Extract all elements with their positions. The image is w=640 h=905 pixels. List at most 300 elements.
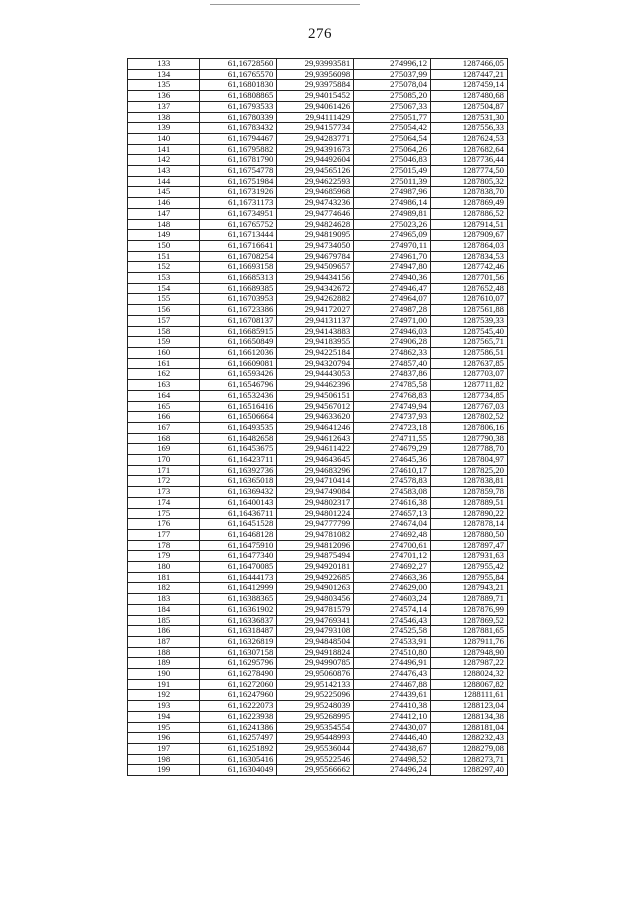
point-number-cell: 161 — [128, 358, 200, 369]
latitude-cell: 61,16546796 — [200, 380, 277, 391]
latitude-cell: 61,16222073 — [200, 701, 277, 712]
table-row — [128, 422, 508, 433]
x-coordinate-cell: 274700,61 — [354, 540, 431, 551]
longitude-cell: 29,94683296 — [277, 465, 354, 476]
x-coordinate-cell: 275085,20 — [354, 91, 431, 102]
latitude-cell: 61,16765752 — [200, 219, 277, 230]
x-coordinate-cell: 275078,04 — [354, 80, 431, 91]
y-coordinate-cell: 1287556,33 — [431, 123, 508, 134]
longitude-cell: 29,94262882 — [277, 294, 354, 305]
table-row — [128, 679, 508, 690]
table-row — [128, 305, 508, 316]
latitude-cell: 61,16365018 — [200, 476, 277, 487]
point-number-cell: 155 — [128, 294, 200, 305]
longitude-cell: 29,94622593 — [277, 176, 354, 187]
table-row — [128, 219, 508, 230]
x-coordinate-cell: 275037,99 — [354, 69, 431, 80]
y-coordinate-cell: 1287624,53 — [431, 133, 508, 144]
point-number-cell: 174 — [128, 497, 200, 508]
point-number-cell: 143 — [128, 166, 200, 177]
point-number-cell: 163 — [128, 380, 200, 391]
table-row — [128, 497, 508, 508]
table-row — [128, 251, 508, 262]
table-row — [128, 294, 508, 305]
table-row — [128, 123, 508, 134]
x-coordinate-cell: 274964,07 — [354, 294, 431, 305]
point-number-cell: 144 — [128, 176, 200, 187]
latitude-cell: 61,16703953 — [200, 294, 277, 305]
latitude-cell: 61,16223938 — [200, 711, 277, 722]
y-coordinate-cell: 1287838,81 — [431, 476, 508, 487]
y-coordinate-cell: 1288067,82 — [431, 679, 508, 690]
y-coordinate-cell: 1288273,71 — [431, 754, 508, 765]
x-coordinate-cell: 274947,80 — [354, 262, 431, 273]
y-coordinate-cell: 1287565,71 — [431, 337, 508, 348]
x-coordinate-cell: 274749,94 — [354, 401, 431, 412]
y-coordinate-cell: 1287869,52 — [431, 615, 508, 626]
table-row — [128, 669, 508, 680]
y-coordinate-cell: 1287790,38 — [431, 433, 508, 444]
point-number-cell: 173 — [128, 487, 200, 498]
latitude-cell: 61,16307158 — [200, 647, 277, 658]
point-number-cell: 149 — [128, 230, 200, 241]
table-row — [128, 380, 508, 391]
point-number-cell: 186 — [128, 626, 200, 637]
y-coordinate-cell: 1287805,32 — [431, 176, 508, 187]
x-coordinate-cell: 274533,91 — [354, 636, 431, 647]
table-row — [128, 101, 508, 112]
point-number-cell: 196 — [128, 733, 200, 744]
longitude-cell: 29,94283771 — [277, 133, 354, 144]
y-coordinate-cell: 1287788,70 — [431, 444, 508, 455]
latitude-cell: 61,16780339 — [200, 112, 277, 123]
table-row — [128, 744, 508, 755]
point-number-cell: 150 — [128, 240, 200, 251]
table-row — [128, 765, 508, 776]
latitude-cell: 61,16392736 — [200, 465, 277, 476]
table-row — [128, 465, 508, 476]
y-coordinate-cell: 1287943,21 — [431, 583, 508, 594]
longitude-cell: 29,94506151 — [277, 390, 354, 401]
latitude-cell: 61,16794467 — [200, 133, 277, 144]
table-row — [128, 230, 508, 241]
x-coordinate-cell: 274467,88 — [354, 679, 431, 690]
latitude-cell: 61,16400143 — [200, 497, 277, 508]
latitude-cell: 61,16593426 — [200, 369, 277, 380]
x-coordinate-cell: 274986,14 — [354, 198, 431, 209]
y-coordinate-cell: 1287703,07 — [431, 369, 508, 380]
latitude-cell: 61,16278490 — [200, 669, 277, 680]
x-coordinate-cell: 275064,26 — [354, 144, 431, 155]
x-coordinate-cell: 274940,36 — [354, 273, 431, 284]
x-coordinate-cell: 275054,42 — [354, 123, 431, 134]
x-coordinate-cell: 274657,13 — [354, 508, 431, 519]
longitude-cell: 29,94633620 — [277, 412, 354, 423]
longitude-cell: 29,94769341 — [277, 615, 354, 626]
y-coordinate-cell: 1287531,30 — [431, 112, 508, 123]
latitude-cell: 61,16412999 — [200, 583, 277, 594]
table-row — [128, 658, 508, 669]
x-coordinate-cell: 274578,83 — [354, 476, 431, 487]
table-row — [128, 455, 508, 466]
latitude-cell: 61,16612036 — [200, 347, 277, 358]
table-row — [128, 144, 508, 155]
longitude-cell: 29,94685968 — [277, 187, 354, 198]
point-number-cell: 178 — [128, 540, 200, 551]
point-number-cell: 189 — [128, 658, 200, 669]
latitude-cell: 61,16754778 — [200, 166, 277, 177]
point-number-cell: 162 — [128, 369, 200, 380]
y-coordinate-cell: 1287834,53 — [431, 251, 508, 262]
longitude-cell: 29,94812096 — [277, 540, 354, 551]
x-coordinate-cell: 274574,14 — [354, 604, 431, 615]
latitude-cell: 61,16708254 — [200, 251, 277, 262]
x-coordinate-cell: 274711,55 — [354, 433, 431, 444]
y-coordinate-cell: 1287931,63 — [431, 551, 508, 562]
x-coordinate-cell: 274439,61 — [354, 690, 431, 701]
coordinates-table-body — [128, 59, 508, 776]
point-number-cell: 180 — [128, 562, 200, 573]
x-coordinate-cell: 274996,12 — [354, 59, 431, 70]
x-coordinate-cell: 274496,24 — [354, 765, 431, 776]
latitude-cell: 61,16801830 — [200, 80, 277, 91]
point-number-cell: 179 — [128, 551, 200, 562]
longitude-cell: 29,95522546 — [277, 754, 354, 765]
longitude-cell: 29,95268995 — [277, 711, 354, 722]
table-row — [128, 572, 508, 583]
point-number-cell: 156 — [128, 305, 200, 316]
point-number-cell: 158 — [128, 326, 200, 337]
y-coordinate-cell: 1287864,03 — [431, 240, 508, 251]
y-coordinate-cell: 1287447,21 — [431, 69, 508, 80]
table-row — [128, 733, 508, 744]
longitude-cell: 29,94801224 — [277, 508, 354, 519]
latitude-cell: 61,16493535 — [200, 422, 277, 433]
table-row — [128, 433, 508, 444]
x-coordinate-cell: 274674,04 — [354, 519, 431, 530]
table-row — [128, 262, 508, 273]
point-number-cell: 175 — [128, 508, 200, 519]
latitude-cell: 61,16241386 — [200, 722, 277, 733]
point-number-cell: 140 — [128, 133, 200, 144]
x-coordinate-cell: 274410,38 — [354, 701, 431, 712]
table-row — [128, 91, 508, 102]
point-number-cell: 153 — [128, 273, 200, 284]
latitude-cell: 61,16388365 — [200, 594, 277, 605]
x-coordinate-cell: 274768,83 — [354, 390, 431, 401]
y-coordinate-cell: 1287825,20 — [431, 465, 508, 476]
longitude-cell: 29,94643645 — [277, 455, 354, 466]
latitude-cell: 61,16795882 — [200, 144, 277, 155]
longitude-cell: 29,94443053 — [277, 369, 354, 380]
point-number-cell: 169 — [128, 444, 200, 455]
table-row — [128, 358, 508, 369]
x-coordinate-cell: 274603,24 — [354, 594, 431, 605]
longitude-cell: 29,95448993 — [277, 733, 354, 744]
longitude-cell: 29,94391673 — [277, 144, 354, 155]
longitude-cell: 29,94734050 — [277, 240, 354, 251]
longitude-cell: 29,94990785 — [277, 658, 354, 669]
latitude-cell: 61,16728560 — [200, 59, 277, 70]
y-coordinate-cell: 1287701,56 — [431, 273, 508, 284]
latitude-cell: 61,16336837 — [200, 615, 277, 626]
longitude-cell: 29,94611422 — [277, 444, 354, 455]
x-coordinate-cell: 275011,39 — [354, 176, 431, 187]
longitude-cell: 29,94157734 — [277, 123, 354, 134]
point-number-cell: 134 — [128, 69, 200, 80]
longitude-cell: 29,94492604 — [277, 155, 354, 166]
latitude-cell: 61,16251892 — [200, 744, 277, 755]
point-number-cell: 190 — [128, 669, 200, 680]
table-row — [128, 208, 508, 219]
y-coordinate-cell: 1287911,76 — [431, 636, 508, 647]
table-row — [128, 562, 508, 573]
longitude-cell: 29,94131137 — [277, 315, 354, 326]
x-coordinate-cell: 274525,58 — [354, 626, 431, 637]
y-coordinate-cell: 1287802,52 — [431, 412, 508, 423]
point-number-cell: 170 — [128, 455, 200, 466]
x-coordinate-cell: 274837,86 — [354, 369, 431, 380]
longitude-cell: 29,94015452 — [277, 91, 354, 102]
longitude-cell: 29,93956098 — [277, 69, 354, 80]
point-number-cell: 167 — [128, 422, 200, 433]
x-coordinate-cell: 274989,81 — [354, 208, 431, 219]
y-coordinate-cell: 1287586,51 — [431, 347, 508, 358]
point-number-cell: 182 — [128, 583, 200, 594]
table-row — [128, 604, 508, 615]
longitude-cell: 29,94819095 — [277, 230, 354, 241]
page-number: 276 — [308, 26, 332, 42]
latitude-cell: 61,16506664 — [200, 412, 277, 423]
table-row — [128, 273, 508, 284]
latitude-cell: 61,16793533 — [200, 101, 277, 112]
table-row — [128, 529, 508, 540]
point-number-cell: 194 — [128, 711, 200, 722]
latitude-cell: 61,16765570 — [200, 69, 277, 80]
latitude-cell: 61,16318487 — [200, 626, 277, 637]
latitude-cell: 61,16723386 — [200, 305, 277, 316]
x-coordinate-cell: 274946,03 — [354, 326, 431, 337]
x-coordinate-cell: 274970,11 — [354, 240, 431, 251]
table-row — [128, 412, 508, 423]
y-coordinate-cell: 1288232,43 — [431, 733, 508, 744]
longitude-cell: 29,95248039 — [277, 701, 354, 712]
latitude-cell: 61,16689385 — [200, 283, 277, 294]
x-coordinate-cell: 274446,40 — [354, 733, 431, 744]
table-row — [128, 594, 508, 605]
y-coordinate-cell: 1287774,50 — [431, 166, 508, 177]
y-coordinate-cell: 1287987,22 — [431, 658, 508, 669]
longitude-cell: 29,94567012 — [277, 401, 354, 412]
x-coordinate-cell: 274987,28 — [354, 305, 431, 316]
x-coordinate-cell: 274679,29 — [354, 444, 431, 455]
x-coordinate-cell: 274438,67 — [354, 744, 431, 755]
point-number-cell: 141 — [128, 144, 200, 155]
y-coordinate-cell: 1287682,64 — [431, 144, 508, 155]
longitude-cell: 29,94320794 — [277, 358, 354, 369]
longitude-cell: 29,94901263 — [277, 583, 354, 594]
y-coordinate-cell: 1287948,90 — [431, 647, 508, 658]
point-number-cell: 133 — [128, 59, 200, 70]
table-row — [128, 112, 508, 123]
y-coordinate-cell: 1287610,07 — [431, 294, 508, 305]
longitude-cell: 29,94612643 — [277, 433, 354, 444]
latitude-cell: 61,16247960 — [200, 690, 277, 701]
y-coordinate-cell: 1287890,22 — [431, 508, 508, 519]
point-number-cell: 197 — [128, 744, 200, 755]
x-coordinate-cell: 275023,26 — [354, 219, 431, 230]
point-number-cell: 138 — [128, 112, 200, 123]
latitude-cell: 61,16482658 — [200, 433, 277, 444]
longitude-cell: 29,95142133 — [277, 679, 354, 690]
y-coordinate-cell: 1287767,03 — [431, 401, 508, 412]
longitude-cell: 29,94143883 — [277, 326, 354, 337]
latitude-cell: 61,16650849 — [200, 337, 277, 348]
point-number-cell: 177 — [128, 529, 200, 540]
latitude-cell: 61,16516416 — [200, 401, 277, 412]
y-coordinate-cell: 1288134,38 — [431, 711, 508, 722]
table-row — [128, 540, 508, 551]
latitude-cell: 61,16708137 — [200, 315, 277, 326]
y-coordinate-cell: 1287504,87 — [431, 101, 508, 112]
y-coordinate-cell: 1287742,46 — [431, 262, 508, 273]
y-coordinate-cell: 1288123,04 — [431, 701, 508, 712]
longitude-cell: 29,95566662 — [277, 765, 354, 776]
longitude-cell: 29,94803456 — [277, 594, 354, 605]
table-row — [128, 636, 508, 647]
table-row — [128, 401, 508, 412]
longitude-cell: 29,94225184 — [277, 347, 354, 358]
y-coordinate-cell: 1287889,51 — [431, 497, 508, 508]
table-row — [128, 519, 508, 530]
longitude-cell: 29,94462396 — [277, 380, 354, 391]
longitude-cell: 29,94848504 — [277, 636, 354, 647]
longitude-cell: 29,94342672 — [277, 283, 354, 294]
latitude-cell: 61,16532436 — [200, 390, 277, 401]
table-row — [128, 198, 508, 209]
point-number-cell: 199 — [128, 765, 200, 776]
y-coordinate-cell: 1287914,51 — [431, 219, 508, 230]
point-number-cell: 166 — [128, 412, 200, 423]
x-coordinate-cell: 274906,28 — [354, 337, 431, 348]
y-coordinate-cell: 1287909,67 — [431, 230, 508, 241]
longitude-cell: 29,94679784 — [277, 251, 354, 262]
longitude-cell: 29,94824628 — [277, 219, 354, 230]
longitude-cell: 29,94434156 — [277, 273, 354, 284]
y-coordinate-cell: 1287878,14 — [431, 519, 508, 530]
longitude-cell: 29,94781082 — [277, 529, 354, 540]
table-row — [128, 59, 508, 70]
x-coordinate-cell: 274961,70 — [354, 251, 431, 262]
latitude-cell: 61,16751984 — [200, 176, 277, 187]
point-number-cell: 172 — [128, 476, 200, 487]
point-number-cell: 164 — [128, 390, 200, 401]
x-coordinate-cell: 274692,27 — [354, 562, 431, 573]
table-row — [128, 69, 508, 80]
point-number-cell: 176 — [128, 519, 200, 530]
point-number-cell: 148 — [128, 219, 200, 230]
point-number-cell: 193 — [128, 701, 200, 712]
x-coordinate-cell: 275051,77 — [354, 112, 431, 123]
x-coordinate-cell: 274498,52 — [354, 754, 431, 765]
table-row — [128, 690, 508, 701]
latitude-cell: 61,16477340 — [200, 551, 277, 562]
longitude-cell: 29,94918824 — [277, 647, 354, 658]
table-row — [128, 551, 508, 562]
latitude-cell: 61,16475910 — [200, 540, 277, 551]
scan-edge-line — [210, 4, 360, 5]
point-number-cell: 168 — [128, 433, 200, 444]
latitude-cell: 61,16685915 — [200, 326, 277, 337]
point-number-cell: 137 — [128, 101, 200, 112]
table-row — [128, 390, 508, 401]
x-coordinate-cell: 274965,09 — [354, 230, 431, 241]
latitude-cell: 61,16361902 — [200, 604, 277, 615]
latitude-cell: 61,16783432 — [200, 123, 277, 134]
y-coordinate-cell: 1287806,16 — [431, 422, 508, 433]
y-coordinate-cell: 1287652,48 — [431, 283, 508, 294]
x-coordinate-cell: 274987,96 — [354, 187, 431, 198]
point-number-cell: 145 — [128, 187, 200, 198]
table-row — [128, 80, 508, 91]
table-row — [128, 283, 508, 294]
latitude-cell: 61,16734951 — [200, 208, 277, 219]
latitude-cell: 61,16685313 — [200, 273, 277, 284]
longitude-cell: 29,94920181 — [277, 562, 354, 573]
x-coordinate-cell: 275015,49 — [354, 166, 431, 177]
coordinates-table — [127, 58, 508, 776]
x-coordinate-cell: 274645,36 — [354, 455, 431, 466]
y-coordinate-cell: 1287859,78 — [431, 487, 508, 498]
table-row — [128, 615, 508, 626]
table-row — [128, 240, 508, 251]
x-coordinate-cell: 274701,12 — [354, 551, 431, 562]
latitude-cell: 61,16781790 — [200, 155, 277, 166]
longitude-cell: 29,94183955 — [277, 337, 354, 348]
longitude-cell: 29,94802317 — [277, 497, 354, 508]
latitude-cell: 61,16693158 — [200, 262, 277, 273]
x-coordinate-cell: 274510,80 — [354, 647, 431, 658]
table-row — [128, 176, 508, 187]
latitude-cell: 61,16453675 — [200, 444, 277, 455]
point-number-cell: 192 — [128, 690, 200, 701]
x-coordinate-cell: 274663,36 — [354, 572, 431, 583]
longitude-cell: 29,94061426 — [277, 101, 354, 112]
y-coordinate-cell: 1287897,47 — [431, 540, 508, 551]
x-coordinate-cell: 274412,10 — [354, 711, 431, 722]
point-number-cell: 151 — [128, 251, 200, 262]
table-row — [128, 347, 508, 358]
y-coordinate-cell: 1287804,97 — [431, 455, 508, 466]
table-row — [128, 508, 508, 519]
latitude-cell: 61,16272060 — [200, 679, 277, 690]
latitude-cell: 61,16468128 — [200, 529, 277, 540]
latitude-cell: 61,16609081 — [200, 358, 277, 369]
latitude-cell: 61,16326819 — [200, 636, 277, 647]
table-row — [128, 647, 508, 658]
x-coordinate-cell: 274723,18 — [354, 422, 431, 433]
longitude-cell: 29,94875494 — [277, 551, 354, 562]
longitude-cell: 29,95060876 — [277, 669, 354, 680]
x-coordinate-cell: 274692,48 — [354, 529, 431, 540]
longitude-cell: 29,94641246 — [277, 422, 354, 433]
latitude-cell: 61,16731926 — [200, 187, 277, 198]
point-number-cell: 154 — [128, 283, 200, 294]
point-number-cell: 188 — [128, 647, 200, 658]
point-number-cell: 185 — [128, 615, 200, 626]
latitude-cell: 61,16451528 — [200, 519, 277, 530]
point-number-cell: 187 — [128, 636, 200, 647]
